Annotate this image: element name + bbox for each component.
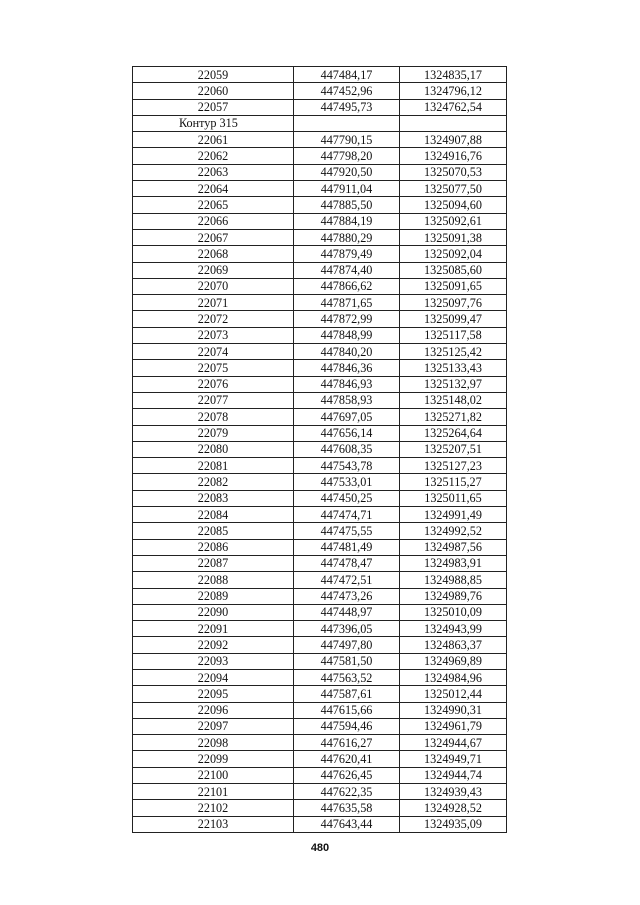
point-id-cell: 22089 (133, 588, 294, 604)
x-coordinate-cell: 447798,20 (294, 148, 400, 164)
table-row (133, 751, 507, 767)
x-coordinate-cell: 447871,65 (294, 295, 400, 311)
point-id-cell: 22068 (133, 246, 294, 262)
table-row (133, 555, 507, 571)
y-coordinate-cell: 1325125,42 (400, 344, 507, 360)
x-coordinate-cell: 447543,78 (294, 458, 400, 474)
x-coordinate-cell: 447656,14 (294, 425, 400, 441)
point-id-cell: 22073 (133, 327, 294, 343)
table-row (133, 148, 507, 164)
y-coordinate-cell: 1324992,52 (400, 523, 507, 539)
table-row (133, 588, 507, 604)
table-row (133, 784, 507, 800)
coordinates-table (132, 66, 507, 833)
y-coordinate-cell: 1324835,17 (400, 67, 507, 83)
y-coordinate-cell: 1324991,49 (400, 507, 507, 523)
point-id-cell: 22090 (133, 604, 294, 620)
point-id-cell: 22101 (133, 784, 294, 800)
x-coordinate-cell: 447616,27 (294, 735, 400, 751)
point-id-cell: 22064 (133, 181, 294, 197)
y-coordinate-cell: 1324943,99 (400, 621, 507, 637)
point-id-cell: 22095 (133, 686, 294, 702)
y-coordinate-cell: 1324944,67 (400, 735, 507, 751)
point-id-cell: 22099 (133, 751, 294, 767)
point-id-cell: 22093 (133, 653, 294, 669)
point-id-cell: 22085 (133, 523, 294, 539)
table-row (133, 637, 507, 653)
table-row (133, 816, 507, 832)
point-id-cell: 22102 (133, 800, 294, 816)
x-coordinate-cell: 447495,73 (294, 99, 400, 115)
x-coordinate-cell: 447622,35 (294, 784, 400, 800)
x-coordinate-cell: 447497,80 (294, 637, 400, 653)
y-coordinate-cell: 1324935,09 (400, 816, 507, 832)
table-row (133, 229, 507, 245)
x-coordinate-cell: 447846,93 (294, 376, 400, 392)
x-coordinate-cell: 447620,41 (294, 751, 400, 767)
y-coordinate-cell: 1324961,79 (400, 718, 507, 734)
y-coordinate-cell: 1324762,54 (400, 99, 507, 115)
point-id-cell: 22086 (133, 539, 294, 555)
point-id-cell: 22098 (133, 735, 294, 751)
table-row (133, 604, 507, 620)
point-id-cell: 22077 (133, 392, 294, 408)
table-row (133, 295, 507, 311)
x-coordinate-cell: 447478,47 (294, 555, 400, 571)
table-row (133, 278, 507, 294)
table-row (133, 132, 507, 148)
x-coordinate-cell: 447587,61 (294, 686, 400, 702)
y-coordinate-cell: 1325127,23 (400, 458, 507, 474)
table-row (133, 213, 507, 229)
x-coordinate-cell: 447626,45 (294, 767, 400, 783)
x-coordinate-cell: 447472,51 (294, 572, 400, 588)
x-coordinate-cell: 447879,49 (294, 246, 400, 262)
table-row (133, 474, 507, 490)
table-row (133, 246, 507, 262)
y-coordinate-cell: 1324863,37 (400, 637, 507, 653)
point-id-cell: 22076 (133, 376, 294, 392)
point-id-cell: 22088 (133, 572, 294, 588)
table-row (133, 327, 507, 343)
x-coordinate-cell: 447448,97 (294, 604, 400, 620)
point-id-cell: 22097 (133, 718, 294, 734)
point-id-cell: 22071 (133, 295, 294, 311)
y-coordinate-cell (400, 115, 507, 131)
y-coordinate-cell: 1325012,44 (400, 686, 507, 702)
point-id-cell: 22067 (133, 229, 294, 245)
x-coordinate-cell (294, 115, 400, 131)
point-id-cell: 22087 (133, 555, 294, 571)
x-coordinate-cell: 447396,05 (294, 621, 400, 637)
y-coordinate-cell: 1324989,76 (400, 588, 507, 604)
x-coordinate-cell: 447697,05 (294, 409, 400, 425)
y-coordinate-cell: 1325271,82 (400, 409, 507, 425)
y-coordinate-cell: 1324928,52 (400, 800, 507, 816)
table-row (133, 653, 507, 669)
x-coordinate-cell: 447452,96 (294, 83, 400, 99)
contour-header-row (133, 115, 507, 131)
y-coordinate-cell: 1325133,43 (400, 360, 507, 376)
y-coordinate-cell: 1324988,85 (400, 572, 507, 588)
y-coordinate-cell: 1325264,64 (400, 425, 507, 441)
table-row (133, 490, 507, 506)
y-coordinate-cell: 1325077,50 (400, 181, 507, 197)
point-id-cell: 22096 (133, 702, 294, 718)
table-row (133, 409, 507, 425)
y-coordinate-cell: 1324983,91 (400, 555, 507, 571)
point-id-cell: 22094 (133, 669, 294, 685)
contour-label: Контур 315 (133, 115, 294, 131)
y-coordinate-cell: 1325091,38 (400, 229, 507, 245)
table-row (133, 99, 507, 115)
y-coordinate-cell: 1325207,51 (400, 441, 507, 457)
x-coordinate-cell: 447911,04 (294, 181, 400, 197)
point-id-cell: 22100 (133, 767, 294, 783)
table-row (133, 669, 507, 685)
table-row (133, 539, 507, 555)
point-id-cell: 22059 (133, 67, 294, 83)
y-coordinate-cell: 1325091,65 (400, 278, 507, 294)
y-coordinate-cell: 1325094,60 (400, 197, 507, 213)
x-coordinate-cell: 447481,49 (294, 539, 400, 555)
point-id-cell: 22092 (133, 637, 294, 653)
y-coordinate-cell: 1324990,31 (400, 702, 507, 718)
table-row (133, 458, 507, 474)
point-id-cell: 22072 (133, 311, 294, 327)
x-coordinate-cell: 447848,99 (294, 327, 400, 343)
point-id-cell: 22062 (133, 148, 294, 164)
point-id-cell: 22075 (133, 360, 294, 376)
y-coordinate-cell: 1324969,89 (400, 653, 507, 669)
point-id-cell: 22083 (133, 490, 294, 506)
x-coordinate-cell: 447450,25 (294, 490, 400, 506)
x-coordinate-cell: 447474,71 (294, 507, 400, 523)
y-coordinate-cell: 1325115,27 (400, 474, 507, 490)
point-id-cell: 22084 (133, 507, 294, 523)
point-id-cell: 22065 (133, 197, 294, 213)
x-coordinate-cell: 447880,29 (294, 229, 400, 245)
table-row (133, 702, 507, 718)
x-coordinate-cell: 447475,55 (294, 523, 400, 539)
point-id-cell: 22082 (133, 474, 294, 490)
table-row (133, 718, 507, 734)
table-row (133, 735, 507, 751)
y-coordinate-cell: 1325132,97 (400, 376, 507, 392)
x-coordinate-cell: 447840,20 (294, 344, 400, 360)
point-id-cell: 22069 (133, 262, 294, 278)
table-row (133, 392, 507, 408)
table-row (133, 800, 507, 816)
x-coordinate-cell: 447608,35 (294, 441, 400, 457)
point-id-cell: 22066 (133, 213, 294, 229)
point-id-cell: 22060 (133, 83, 294, 99)
x-coordinate-cell: 447473,26 (294, 588, 400, 604)
x-coordinate-cell: 447885,50 (294, 197, 400, 213)
x-coordinate-cell: 447884,19 (294, 213, 400, 229)
coordinates-table-body (133, 67, 507, 833)
x-coordinate-cell: 447846,36 (294, 360, 400, 376)
y-coordinate-cell: 1324939,43 (400, 784, 507, 800)
table-row (133, 181, 507, 197)
table-row (133, 311, 507, 327)
y-coordinate-cell: 1325092,61 (400, 213, 507, 229)
y-coordinate-cell: 1325092,04 (400, 246, 507, 262)
y-coordinate-cell: 1324907,88 (400, 132, 507, 148)
point-id-cell: 22070 (133, 278, 294, 294)
point-id-cell: 22063 (133, 164, 294, 180)
page-number: 480 (310, 842, 330, 854)
point-id-cell: 22091 (133, 621, 294, 637)
point-id-cell: 22079 (133, 425, 294, 441)
point-id-cell: 22061 (133, 132, 294, 148)
y-coordinate-cell: 1325070,53 (400, 164, 507, 180)
y-coordinate-cell: 1325148,02 (400, 392, 507, 408)
table-row (133, 686, 507, 702)
table-row (133, 262, 507, 278)
point-id-cell: 22103 (133, 816, 294, 832)
x-coordinate-cell: 447643,44 (294, 816, 400, 832)
table-row (133, 360, 507, 376)
table-row (133, 523, 507, 539)
table-row (133, 507, 507, 523)
table-row (133, 164, 507, 180)
y-coordinate-cell: 1325010,09 (400, 604, 507, 620)
point-id-cell: 22080 (133, 441, 294, 457)
x-coordinate-cell: 447594,46 (294, 718, 400, 734)
point-id-cell: 22057 (133, 99, 294, 115)
x-coordinate-cell: 447635,58 (294, 800, 400, 816)
y-coordinate-cell: 1325097,76 (400, 295, 507, 311)
point-id-cell: 22081 (133, 458, 294, 474)
x-coordinate-cell: 447581,50 (294, 653, 400, 669)
x-coordinate-cell: 447872,99 (294, 311, 400, 327)
y-coordinate-cell: 1324987,56 (400, 539, 507, 555)
y-coordinate-cell: 1325011,65 (400, 490, 507, 506)
y-coordinate-cell: 1324949,71 (400, 751, 507, 767)
y-coordinate-cell: 1325085,60 (400, 262, 507, 278)
x-coordinate-cell: 447874,40 (294, 262, 400, 278)
y-coordinate-cell: 1324944,74 (400, 767, 507, 783)
table-row (133, 425, 507, 441)
x-coordinate-cell: 447858,93 (294, 392, 400, 408)
table-row (133, 376, 507, 392)
table-row (133, 441, 507, 457)
table-row (133, 621, 507, 637)
table-row (133, 767, 507, 783)
x-coordinate-cell: 447790,15 (294, 132, 400, 148)
x-coordinate-cell: 447484,17 (294, 67, 400, 83)
table-row (133, 67, 507, 83)
table-row (133, 83, 507, 99)
table-row (133, 197, 507, 213)
y-coordinate-cell: 1325099,47 (400, 311, 507, 327)
table-row (133, 572, 507, 588)
point-id-cell: 22078 (133, 409, 294, 425)
x-coordinate-cell: 447866,62 (294, 278, 400, 294)
y-coordinate-cell: 1325117,58 (400, 327, 507, 343)
point-id-cell: 22074 (133, 344, 294, 360)
y-coordinate-cell: 1324984,96 (400, 669, 507, 685)
x-coordinate-cell: 447533,01 (294, 474, 400, 490)
x-coordinate-cell: 447615,66 (294, 702, 400, 718)
y-coordinate-cell: 1324916,76 (400, 148, 507, 164)
x-coordinate-cell: 447563,52 (294, 669, 400, 685)
x-coordinate-cell: 447920,50 (294, 164, 400, 180)
y-coordinate-cell: 1324796,12 (400, 83, 507, 99)
table-row (133, 344, 507, 360)
